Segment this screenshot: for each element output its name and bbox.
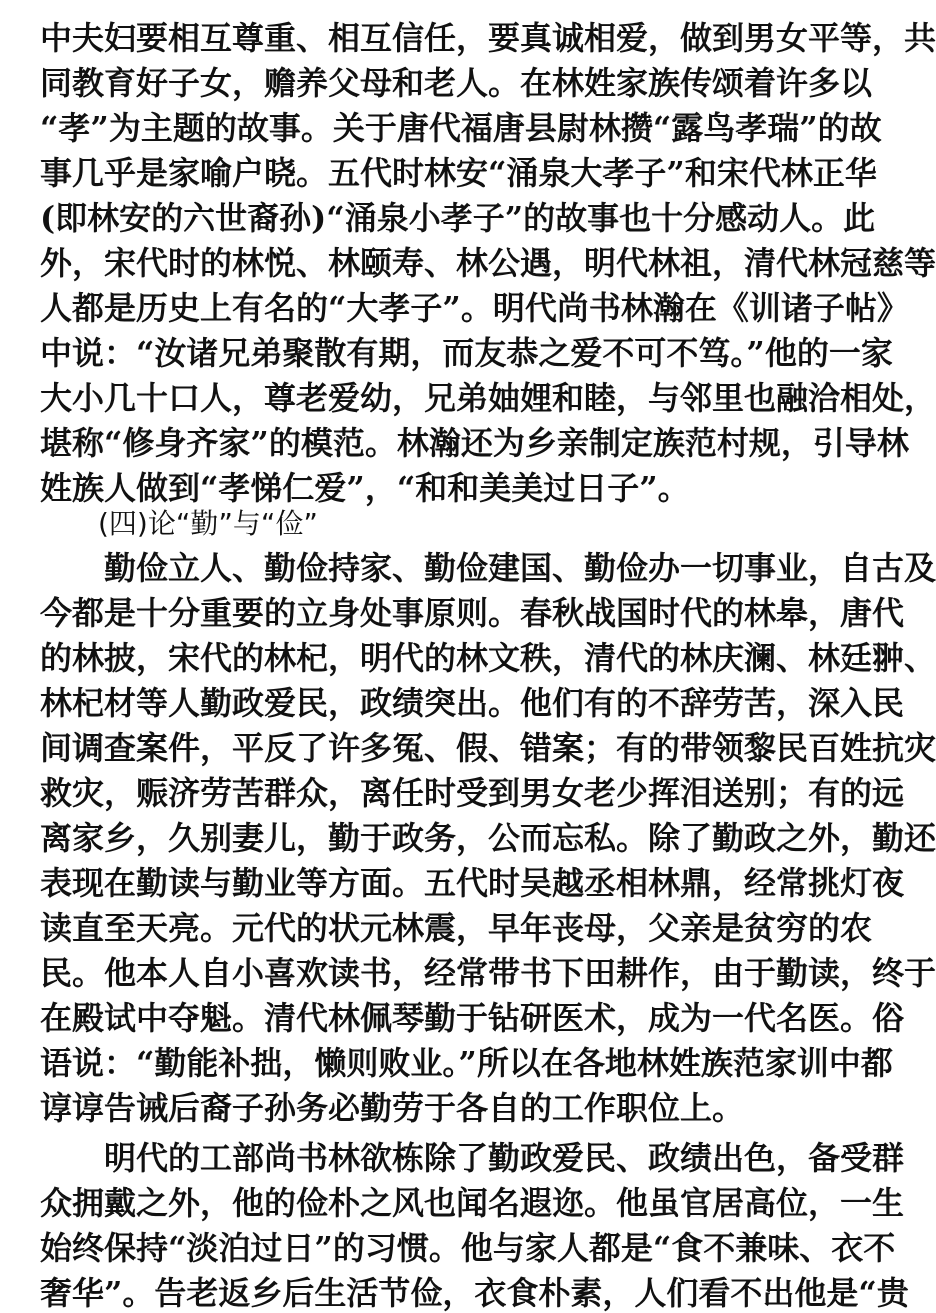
paragraph-3-line-4: 奢华”。告老返乡后生活节俭，衣食朴素，人们看不出他是“贵 [40, 1274, 909, 1312]
paragraph-2-line-13: 谆谆告诫后裔子孙务必勤劳于各自的工作职位上。 [40, 1089, 745, 1127]
paragraph-1-line-11: 姓族人做到“孝悌仁爱”，“和和美美过日子”。 [40, 469, 690, 507]
paragraph-1-line-3: “孝”为主题的故事。关于唐代福唐县尉林攒“露鸟孝瑞”的故 [40, 109, 882, 147]
paragraph-2-line-1: 勤俭立人、勤俭持家、勤俭建国、勤俭办一切事业，自古及 [104, 549, 936, 587]
paragraph-2-line-11: 在殿试中夺魁。清代林佩琴勤于钻研医术，成为一代名医。俗 [40, 999, 905, 1037]
paragraph-3-line-3: 始终保持“淡泊过日”的习惯。他与家人都是“食不兼味、衣不 [40, 1229, 896, 1267]
paragraph-2-line-9: 读直至天亮。元代的状元林震，早年丧母，父亲是贫穷的农 [40, 909, 873, 947]
paragraph-2-line-12: 语说：“勤能补拙，懒则败业。”所以在各地林姓族范家训中都 [40, 1044, 893, 1082]
paragraph-1-line-8: 中说：“汝诸兄弟聚散有期，而友恭之爱不可不笃。”他的一家 [40, 334, 893, 372]
paragraph-2-line-6: 救灾，赈济劳苦群众，离任时受到男女老少挥泪送别；有的远 [40, 774, 905, 812]
section-heading: (四)论“勤”与“俭” [98, 507, 318, 540]
paragraph-1-line-6: 外，宋代时的林悦、林颐寿、林公遇，明代林祖，清代林冠慈等 [40, 244, 936, 282]
paragraph-2-line-8: 表现在勤读与勤业等方面。五代时吴越丞相林鼎，经常挑灯夜 [40, 864, 905, 902]
paragraph-2-line-5: 间调查案件，平反了许多冤、假、错案；有的带领黎民百姓抗灾 [40, 729, 936, 767]
paragraph-2-line-10: 民。他本人自小喜欢读书，经常带书下田耕作，由于勤读，终于 [40, 954, 936, 992]
paragraph-1-line-10: 堪称“修身齐家”的模范。林瀚还为乡亲制定族范村规，引导林 [40, 424, 909, 462]
paragraph-1-line-5: (即林安的六世裔孙)“涌泉小孝子”的故事也十分感动人。此 [40, 199, 876, 237]
paragraph-3-line-2: 众拥戴之外，他的俭朴之风也闻名遐迩。他虽官居高位，一生 [40, 1184, 905, 1222]
paragraph-3-line-1: 明代的工部尚书林欲栋除了勤政爱民、政绩出色，备受群 [104, 1139, 905, 1177]
paragraph-2-line-4: 林杞材等人勤政爱民，政绩突出。他们有的不辞劳苦，深入民 [40, 684, 905, 722]
paragraph-1-line-1: 中夫妇要相互尊重、相互信任，要真诚相爱，做到男女平等，共 [40, 19, 936, 57]
paragraph-1-line-9: 大小几十口人，尊老爱幼，兄弟妯娌和睦，与邻里也融洽相处， [40, 379, 936, 417]
paragraph-2-line-3: 的林披，宋代的林杞，明代的林文秩，清代的林庆澜、林廷翀、 [40, 639, 936, 677]
paragraph-1-line-2: 同教育好子女，赡养父母和老人。在林姓家族传颂着许多以 [40, 64, 873, 102]
paragraph-1-line-7: 人都是历史上有名的“大孝子”。明代尚书林瀚在《训诸子帖》 [40, 289, 909, 327]
paragraph-2-line-7: 离家乡，久别妻儿，勤于政务，公而忘私。除了勤政之外，勤还 [40, 819, 936, 857]
paragraph-2-line-2: 今都是十分重要的立身处事原则。春秋战国时代的林皋，唐代 [40, 594, 905, 632]
paragraph-1-line-4: 事几乎是家喻户晓。五代时林安“涌泉大孝子”和宋代林正华 [40, 154, 877, 192]
